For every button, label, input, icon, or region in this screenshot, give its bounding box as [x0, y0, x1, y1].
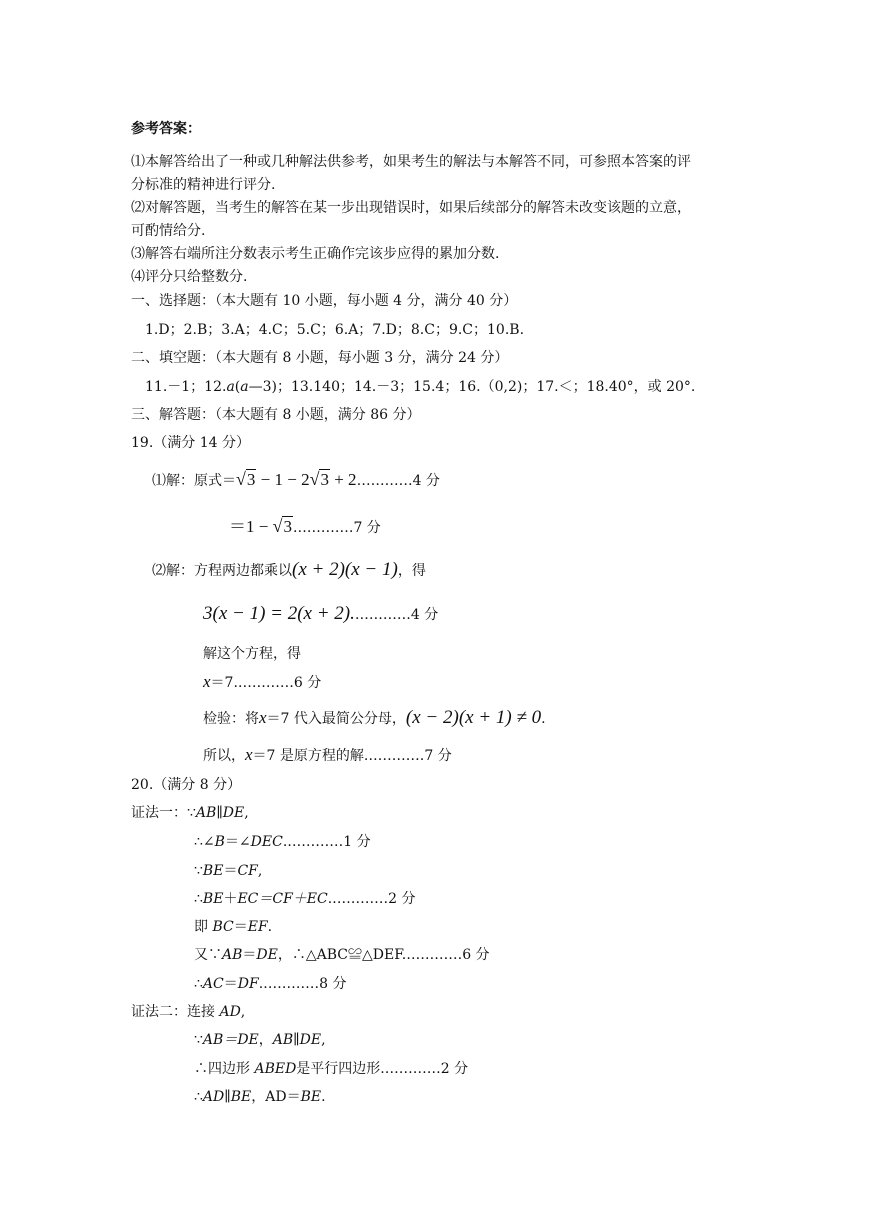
proof-step: 又∵AB＝DE，∴△ABC≌△DEF.…………6 分 [194, 947, 490, 963]
q19-solve-text: 解这个方程，得 [203, 646, 301, 662]
note-line: 可酌情给分. [131, 223, 206, 239]
q19-title: 19.（满分 14 分） [131, 435, 250, 451]
section-title-fill: 二、填空题：（本大题有 8 小题，每小题 3 分，满分 24 分） [131, 350, 509, 366]
proof-step: ∵AB＝DE，AB∥DE, [194, 1032, 326, 1048]
proof-step: ∵AB∥DE, [187, 805, 249, 821]
note-line: 分标准的精神进行评分. [131, 177, 276, 193]
section-title-choice: 一、选择题：（本大题有 10 小题，每小题 4 分，满分 40 分） [131, 293, 518, 309]
proof-step: ∵BE＝CF, [194, 863, 263, 879]
q19-check: 检验：将x＝7 代入最简公分母，(x − 2)(x + 1) ≠ 0. [203, 707, 546, 728]
proof-step: 即 BC＝EF. [194, 919, 273, 935]
q20-title: 20.（满分 8 分） [131, 777, 242, 793]
q19-conclusion: 所以，x＝7 是原方程的解.…………7 分 [203, 745, 452, 764]
q19-part1-line1: ⑴解：原式＝√3 − 1 − 2√3 + 2…………4 分 [152, 469, 440, 489]
proof-step: ∴BE＋EC＝CF＋EC.…………2 分 [194, 891, 416, 907]
note-line: ⑵对解答题，当考生的解答在某一步出现错误时，如果后续部分的解答未改变该题的立意， [131, 200, 691, 216]
q19-x-value: x＝7.…………6 分 [203, 672, 322, 691]
q19-part2-equation: 3(x − 1) = 2(x + 2).…………4 分 [203, 603, 439, 624]
section-title-solve: 三、解答题：（本大题有 8 小题，满分 86 分） [131, 407, 421, 423]
proof-step: ∴AC＝DF.…………8 分 [194, 976, 347, 992]
q19-part2-line1: ⑵解：方程两边都乘以(x + 2)(x − 1)，得 [152, 559, 426, 580]
note-line: ⑷评分只给整数分. [131, 269, 248, 285]
note-line: ⑶解答右端所注分数表示考生正确作完该步应得的累加分数. [131, 246, 500, 262]
answer-heading: 参考答案： [131, 121, 201, 137]
proof-step: ∴∠B＝∠DEC.…………1 分 [194, 834, 371, 850]
fill-answers: 11.－1；12.a(a—3)；13.140；14.－3；15.4；16.（0,2)；17.＜；18.40°，或 20°. [145, 379, 696, 395]
note-line: ⑴本解答给出了一种或几种解法供参考，如果考生的解法与本解答不同，可参照本答案的评 [131, 154, 691, 170]
choice-answers: 1.D；2.B；3.A；4.C；5.C；6.A；7.D；8.C；9.C；10.B. [145, 322, 525, 338]
proof-step: ∴四边形 ABED是平行四边形.…………2 分 [194, 1061, 469, 1077]
q19-part1-line2: ＝1 − √3.…………7 分 [229, 516, 381, 536]
q20-method2-label: 证法二：连接 AD, [131, 1004, 246, 1020]
q20-method1-label: 证法一： [131, 805, 187, 821]
proof-step: ∴AD∥BE，AD＝BE. [194, 1089, 326, 1105]
